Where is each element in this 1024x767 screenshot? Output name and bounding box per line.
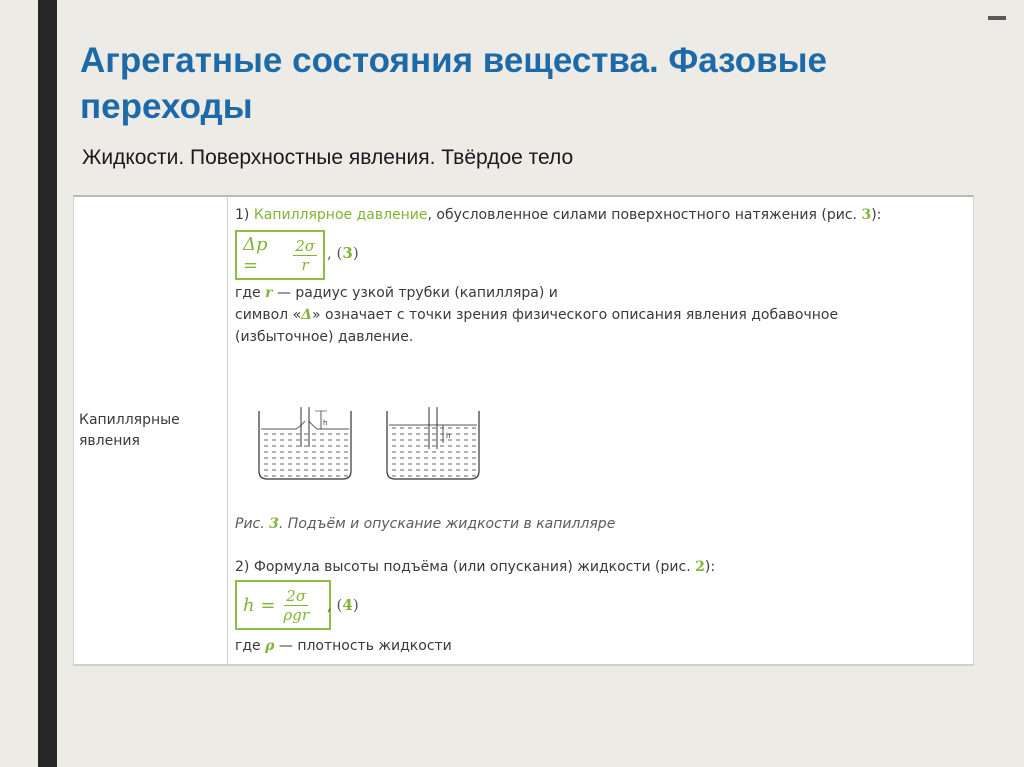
fall-vessel bbox=[387, 407, 479, 479]
where-line-3: (избыточное) давление. bbox=[235, 329, 414, 345]
term-link[interactable]: Капиллярное давление bbox=[253, 207, 428, 223]
capillary-figure bbox=[255, 407, 515, 491]
fraction: $\frac{2\sigma}{r}$ bbox=[295, 236, 315, 274]
svg-text:h: h bbox=[323, 419, 328, 427]
corner-mark bbox=[988, 16, 1006, 20]
where-line-2: символ «Δ» означает с точки зрения физического описания явления добавочное bbox=[235, 307, 839, 323]
where-line-1: где r — радиус узкой трубки (капилляра) и bbox=[235, 285, 558, 301]
slide-title: Агрегатные состояния вещества. Фазовые переходы bbox=[80, 41, 827, 126]
formula-box-pressure: Δp = $\frac{2\sigma}{r}$ bbox=[235, 230, 325, 280]
formula-box-height: h = $\frac{2\sigma}{\text{ρgr}}$ bbox=[235, 580, 331, 630]
equation-number: , (3) bbox=[327, 244, 359, 262]
content-cell bbox=[235, 197, 965, 664]
slide-subtitle: Жидкости. Поверхностные явления. Твёрдое тело bbox=[82, 146, 574, 169]
paragraph-2: 2) Формула высоты подъёма (или опускания) жидкости (рис. 2): bbox=[235, 559, 716, 575]
paragraph-1: 1) Капиллярное давление, обусловленное силами поверхностного натяжения (рис. 3): bbox=[235, 207, 882, 223]
fraction: $\frac{2\sigma}{\text{ρgr}}$ bbox=[283, 586, 309, 624]
left-accent-bar bbox=[38, 0, 57, 767]
where-line-density: где ρ — плотность жидкости bbox=[235, 638, 452, 654]
item-number: 1) bbox=[235, 207, 250, 223]
figure-caption: Рис. 3. Подъём и опускание жидкости в капилляре bbox=[235, 516, 616, 532]
figure-ref: 3 bbox=[861, 207, 872, 223]
column-divider bbox=[227, 197, 228, 664]
content-table bbox=[73, 195, 974, 666]
row-label: Капиллярные явления bbox=[79, 412, 180, 449]
equation-number: , (4) bbox=[327, 596, 359, 614]
rise-vessel bbox=[259, 407, 351, 479]
svg-text:h: h bbox=[446, 432, 451, 440]
paragraph-text: , обусловленное силами поверхностного натяжения (рис. bbox=[427, 207, 862, 223]
